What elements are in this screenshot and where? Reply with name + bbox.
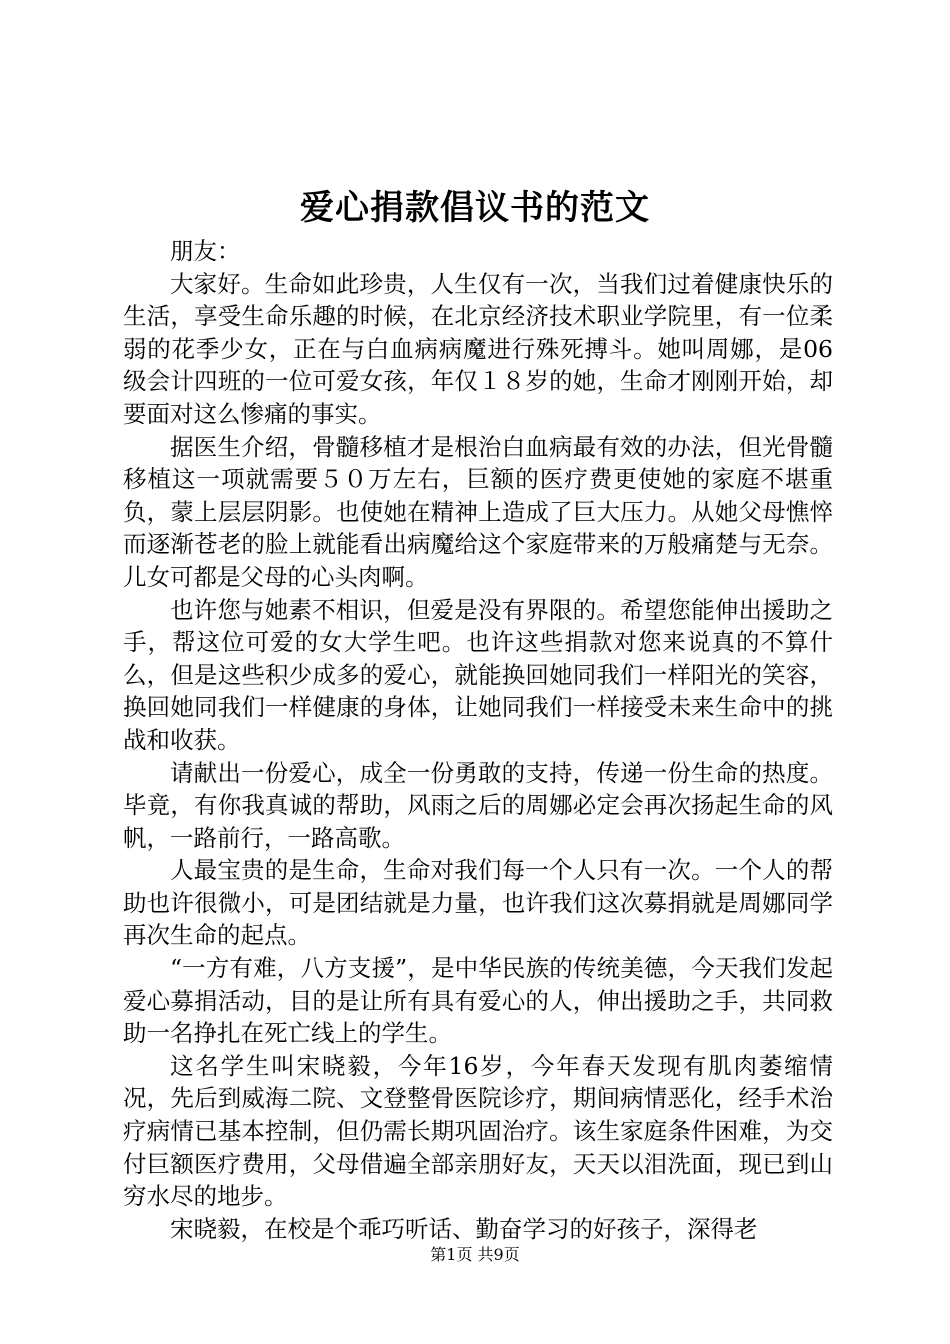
body-paragraph: 宋晓毅，在校是个乖巧听话、勤奋学习的好孩子，深得老 (170, 1214, 758, 1243)
body-paragraph: 也许您与她素不相识，但爱是没有界限的。希望您能伸出援助之手，帮这位可爱的女大学生吧。也许这些捐款对您来说真的不算什么，但是这些积少成多的爱心，就能换回她同我们一样阳光的笑容，换回她同我们一样健康的身体，让她同我们一样接受未来生命中的挑战和收获。 (123, 595, 833, 754)
body-paragraph: 据医生介绍，骨髓移植才是根治白血病最有效的办法，但光骨髓移植这一项就需要５０万左右，巨额的医疗费更使她的家庭不堪重负，蒙上层层阴影。也使她在精神上造成了巨大压力。从她父母憔悴而逐渐苍老的脸上就能看出病魔给这个家庭带来的万般痛楚与无奈。儿女可都是父母的心头肉啊。 (123, 432, 833, 591)
greeting-paragraph: 朋友： (170, 237, 241, 265)
body-paragraph: 这名学生叫宋晓毅，今年16岁，今年春天发现有肌肉萎缩情况，先后到威海二院、文登整骨医院诊疗，期间病情恶化，经手术治疗病情已基本控制，但仍需长期巩固治疗。该生家庭条件困难，为交付巨额医疗费用，父母借遍全部亲朋好友，天天以泪洗面，现已到山穷水尽的地步。 (123, 1051, 833, 1211)
body-paragraph: “一方有难，八方支援”，是中华民族的传统美德，今天我们发起爱心募捐活动，目的是让所有具有爱心的人，伸出援助之手，共同救助一名挣扎在死亡线上的学生。 (123, 954, 833, 1048)
document-body (123, 235, 833, 1245)
body-paragraph: 请献出一份爱心，成全一份勇敢的支持，传递一份生命的热度。毕竟，有你我真诚的帮助，风雨之后的周娜必定会再次扬起生命的风帆，一路前行，一路高歌。 (123, 758, 833, 852)
page-number-footer: 第1页 共9页 (430, 1245, 520, 1264)
body-paragraph: 大家好。生命如此珍贵，人生仅有一次，当我们过着健康快乐的生活，享受生命乐趣的时候，在北京经济技术职业学院里，有一位柔弱的花季少女，正在与白血病病魔进行殊死搏斗。她叫周娜，是06级会计四班的一位可爱女孩，年仅１８岁的她，生命才刚刚开始，却要面对这么惨痛的事实。 (123, 269, 833, 428)
body-paragraph: 人最宝贵的是生命，生命对我们每一个人只有一次。一个人的帮助也许很微小，可是团结就是力量，也许我们这次募捐就是周娜同学再次生命的起点。 (123, 856, 833, 950)
document-title: 爱心捐款倡议书的范文 (300, 188, 650, 228)
